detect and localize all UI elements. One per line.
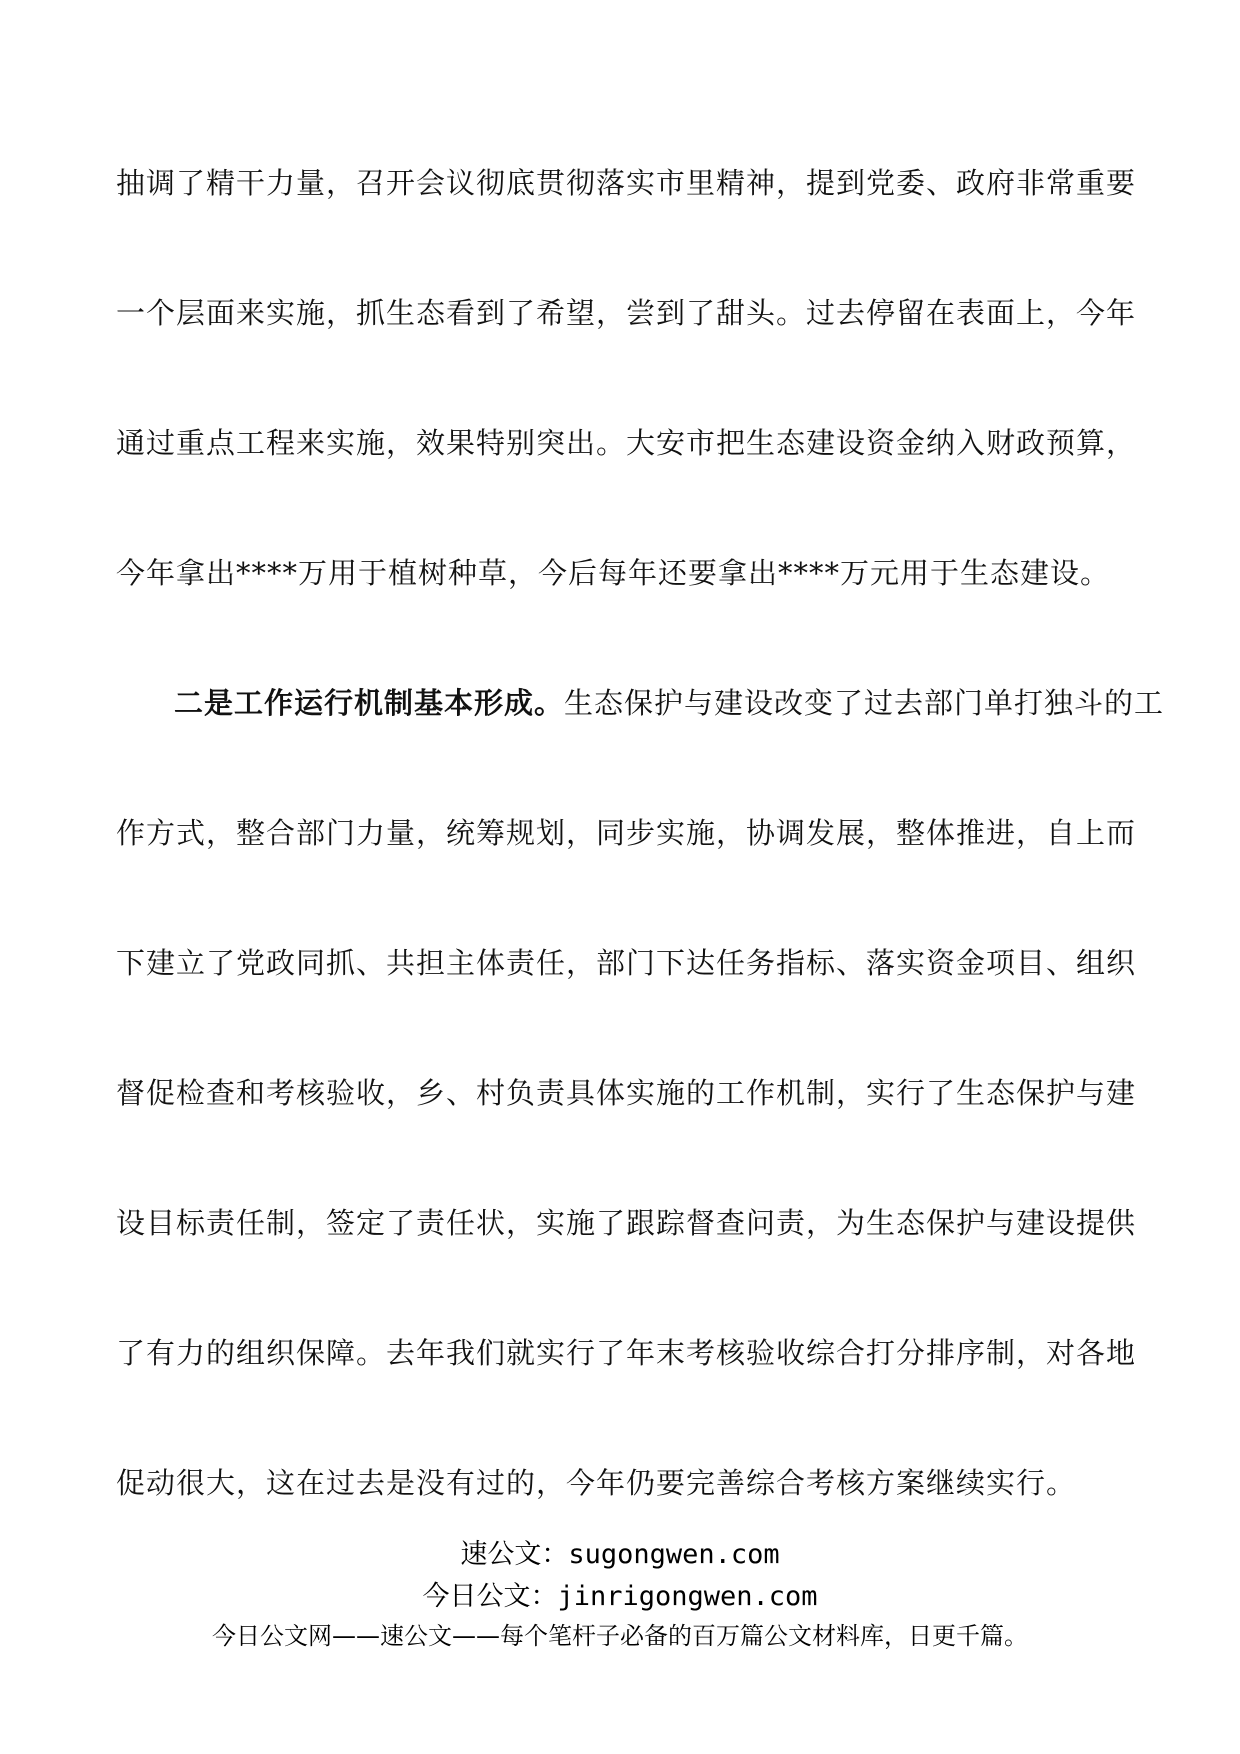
paragraph-2-line-2: 作方式，整合部门力量，统筹规划，同步实施，协调发展，整体推进，自上而 bbox=[116, 816, 1137, 850]
footer-sugongwen-link[interactable]: sugongwen.com bbox=[568, 1539, 780, 1570]
footer-sugongwen bbox=[0, 1532, 1240, 1571]
paragraph-2-first-line-text: 生态保护与建设改变了过去部门单打独斗的工 bbox=[564, 686, 1165, 720]
paragraph-2-line-4: 督促检查和考核验收，乡、村负责具体实施的工作机制，实行了生态保护与建 bbox=[116, 1076, 1137, 1110]
paragraph-2-line-3: 下建立了党政同抓、共担主体责任，部门下达任务指标、落实资金项目、组织 bbox=[116, 946, 1137, 980]
paragraph-1-line-4: 今年拿出****万用于植树种草，今后每年还要拿出****万元用于生态建设。 bbox=[116, 556, 1111, 590]
footer-jinrigongwen-link[interactable]: jinrigongwen.com bbox=[557, 1581, 818, 1612]
paragraph-2-line-1 bbox=[116, 685, 1165, 815]
footer-jinrigongwen bbox=[0, 1574, 1240, 1613]
document-body bbox=[116, 165, 1165, 1595]
footer-tagline: 今日公文网——速公文——每个笔杆子必备的百万篇公文材料库，日更千篇。 bbox=[212, 1622, 1028, 1650]
footer-jinrigongwen-label: 今日公文： bbox=[422, 1581, 558, 1612]
paragraph-1-line-3: 通过重点工程来实施，效果特别突出。大安市把生态建设资金纳入财政预算， bbox=[116, 426, 1137, 460]
paragraph-1-line-2: 一个层面来实施，抓生态看到了希望，尝到了甜头。过去停留在表面上，今年 bbox=[116, 296, 1137, 330]
paragraph-2-line-5: 设目标责任制，签定了责任状，实施了跟踪督查问责，为生态保护与建设提供 bbox=[116, 1206, 1137, 1240]
paragraph-2-heading: 二是工作运行机制基本形成。 bbox=[174, 686, 565, 720]
paragraph-2-line-7: 促动很大，这在过去是没有过的，今年仍要完善综合考核方案继续实行。 bbox=[116, 1466, 1077, 1500]
paragraph-2-line-6: 了有力的组织保障。去年我们就实行了年末考核验收综合打分排序制，对各地 bbox=[116, 1336, 1137, 1370]
footer-sugongwen-label: 速公文： bbox=[460, 1539, 569, 1570]
paragraph-1-line-1: 抽调了精干力量，召开会议彻底贯彻落实市里精神，提到党委、政府非常重要 bbox=[116, 166, 1137, 200]
